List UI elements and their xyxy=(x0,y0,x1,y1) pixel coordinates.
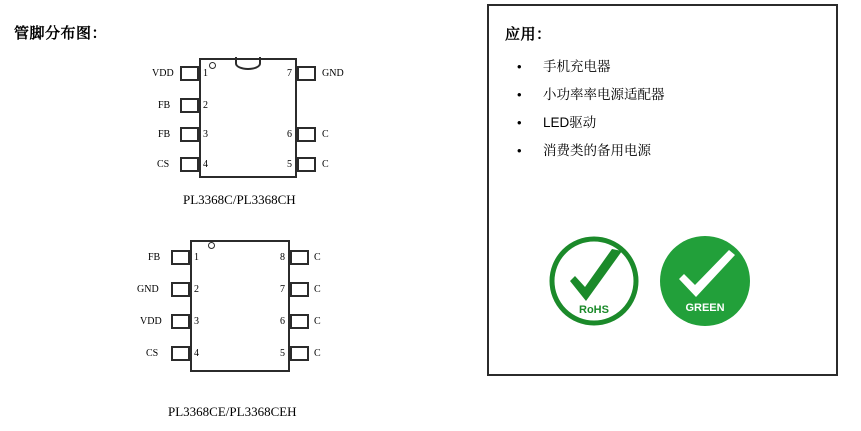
package-caption: PL3368C/PL3368CH xyxy=(183,192,296,207)
application-list xyxy=(517,58,817,170)
application-heading: 应用： xyxy=(505,26,552,43)
pin-number: 5 xyxy=(280,348,285,359)
pin-pad xyxy=(180,157,199,172)
green-logo-icon xyxy=(659,235,751,327)
pin-label: C xyxy=(314,252,321,263)
package-diagram-pl3368ce xyxy=(0,220,470,431)
pin-label: FB xyxy=(148,252,161,263)
pin-number: 1 xyxy=(203,68,208,79)
pin-number: 3 xyxy=(203,129,208,140)
list-item xyxy=(517,86,817,104)
pin-label: C xyxy=(322,159,329,170)
pin-pad xyxy=(171,250,190,265)
list-item xyxy=(517,58,817,76)
pin-label: C xyxy=(314,316,321,327)
pin-number: 4 xyxy=(194,348,199,359)
pin-pad xyxy=(290,314,309,329)
pin-label: C xyxy=(314,348,321,359)
pin-number: 4 xyxy=(203,159,208,170)
pin-pad xyxy=(180,66,199,81)
pin-pad xyxy=(171,314,190,329)
bullet-icon: • xyxy=(517,115,522,130)
pin-label: GND xyxy=(322,68,344,79)
list-item-label: LED驱动 xyxy=(543,115,597,130)
list-item xyxy=(517,114,817,132)
pin-pad xyxy=(297,157,316,172)
pin-pad xyxy=(171,282,190,297)
pinout-heading: 管脚分布图： xyxy=(14,25,108,42)
pin-label: VDD xyxy=(140,316,162,327)
bullet-icon: • xyxy=(517,87,522,102)
pin-number: 1 xyxy=(194,252,199,263)
pin1-indicator-dot xyxy=(209,62,216,69)
pin-label: C xyxy=(314,284,321,295)
pin-number: 5 xyxy=(287,159,292,170)
package-notch-arc xyxy=(235,57,261,70)
pin-pad xyxy=(180,98,199,113)
pin-pad xyxy=(171,346,190,361)
list-item-label: 手机充电器 xyxy=(543,59,611,74)
list-item xyxy=(517,142,817,160)
pin-pad xyxy=(180,127,199,142)
pin-pad xyxy=(297,127,316,142)
pin-pad xyxy=(297,66,316,81)
pin1-indicator-dot xyxy=(208,242,215,249)
pin-label: VDD xyxy=(152,68,174,79)
pin-number: 8 xyxy=(280,252,285,263)
list-item-label: 小功率率电源适配器 xyxy=(543,87,665,102)
pin-pad xyxy=(290,346,309,361)
pin-label: GND xyxy=(137,284,159,295)
green-logo-label: GREEN xyxy=(685,302,725,314)
pin-pad xyxy=(290,282,309,297)
package-body xyxy=(190,240,290,372)
pin-number: 3 xyxy=(194,316,199,327)
pin-number: 6 xyxy=(287,129,292,140)
pin-label: CS xyxy=(157,159,170,170)
pin-number: 7 xyxy=(287,68,292,79)
pin-label: FB xyxy=(158,129,171,140)
bullet-icon: • xyxy=(517,143,522,158)
pin-number: 2 xyxy=(203,100,208,111)
application-box xyxy=(487,4,838,376)
pin-pad xyxy=(290,250,309,265)
bullet-icon: • xyxy=(517,59,522,74)
pin-number: 7 xyxy=(280,284,285,295)
rohs-logo-label: RoHS xyxy=(579,304,609,316)
pin-number: 2 xyxy=(194,284,199,295)
package-body xyxy=(199,58,297,178)
pin-label: C xyxy=(322,129,329,140)
package-diagram-pl3368c xyxy=(0,0,470,220)
pin-number: 6 xyxy=(280,316,285,327)
package-caption: PL3368CE/PL3368CEH xyxy=(168,404,297,419)
rohs-logo-icon xyxy=(548,235,640,327)
pin-label: CS xyxy=(146,348,159,359)
pin-label: FB xyxy=(158,100,171,111)
list-item-label: 消费类的备用电源 xyxy=(543,143,651,158)
